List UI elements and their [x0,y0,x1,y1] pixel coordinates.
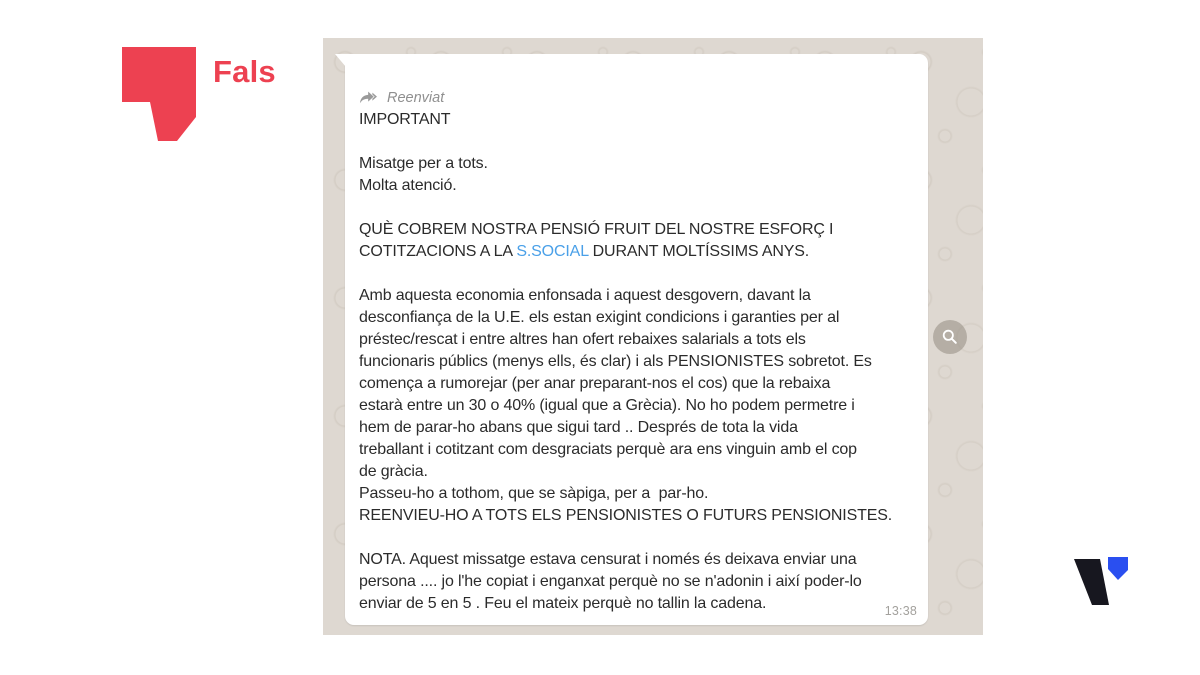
message-bubble [345,54,928,625]
message-text: COTITZACIONS A LA [359,243,517,260]
message-line [359,131,920,153]
message-text: QUÈ COBREM NOSTRA PENSIÓ FRUIT DEL NOSTRE ESFORÇ I [359,221,834,238]
message-line [359,549,920,571]
message-lines [359,109,920,615]
message-text: enviar de 5 en 5 . Feu el mateix perquè no tallin la cadena. [359,595,767,612]
message-line [359,593,920,615]
message-line [359,241,920,263]
zoom-button[interactable] [933,320,967,354]
message-text: persona .... jo l'he copiat i enganxat perquè no se n'adonin i així poder-lo [359,573,862,590]
message-text: comença a rumorejar (per anar preparant-nos el cos) que la rebaixa [359,375,831,392]
message-text: Misatge per a tots. [359,155,488,172]
message-line [359,175,920,197]
message-text: DURANT MOLTÍSSIMS ANYS. [588,243,810,260]
message-line [359,351,920,373]
message-text: Passeu-ho a tothom, que se sàpiga, per a par-ho. [359,485,709,502]
message-line [359,483,920,505]
message-text: treballant i cotitzant com desgraciats perquè ara ens vinguin amb el cop [359,441,857,458]
ssocial-link[interactable]: S.SOCIAL [516,243,589,260]
message-text: IMPORTANT [359,111,451,128]
message-line [359,571,920,593]
whatsapp-screenshot [323,38,983,635]
message-line [359,329,920,351]
message-line [359,153,920,175]
forwarded-indicator [359,86,920,109]
message-line [359,461,920,483]
message-line [359,417,920,439]
message-line [359,307,920,329]
message-text: de gràcia. [359,463,428,480]
message-line [359,395,920,417]
logo-quote-mark [1108,557,1128,580]
verdict-flag-icon [122,47,196,143]
message-line [359,219,920,241]
message-text: Molta atenció. [359,177,457,194]
magnifier-icon [940,327,960,347]
message-line [359,263,920,285]
message-line [359,109,920,131]
verificat-logo [1072,556,1132,608]
message-timestamp: 13:38 [884,604,917,618]
message-text: préstec/rescat i entre altres han ofert rebaixes salarials a tots els [359,331,806,348]
message-line [359,439,920,461]
message-text: desconfiança de la U.E. els estan exigint condicions i garanties per al [359,309,840,326]
message-text: estarà entre un 30 o 40% (igual que a Grècia). No ho podem permetre i [359,397,855,414]
message-text: NOTA. Aquest missatge estava censurat i només és deixava enviar una [359,551,857,568]
forward-arrows-icon [359,91,381,105]
message-line [359,285,920,307]
message-text: hem de parar-ho abans que sigui tard .. Després de tota la vida [359,419,798,436]
forwarded-label: Reenviat [387,89,445,106]
message-text: funcionaris públics (menys ells, és clar) i als PENSIONISTES sobretot. Es [359,353,872,370]
message-line [359,505,920,527]
message-line [359,197,920,219]
message-line [359,373,920,395]
logo-v-stroke [1074,559,1109,605]
verdict-label: Fals [213,54,276,89]
message-line [359,527,920,549]
message-text: Amb aquesta economia enfonsada i aquest desgovern, davant la [359,287,811,304]
message-text: REENVIEU-HO A TOTS ELS PENSIONISTES O FUTURS PENSIONISTES. [359,507,893,524]
